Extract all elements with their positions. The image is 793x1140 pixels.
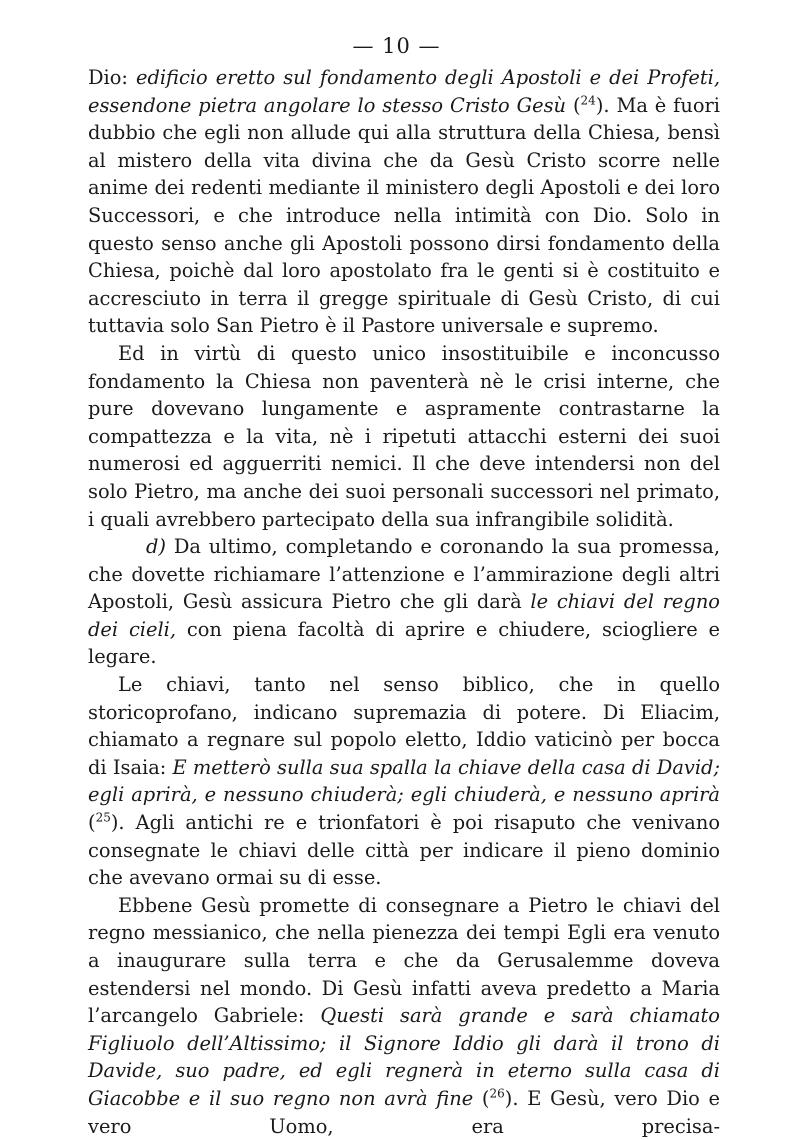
text-run: ( (566, 93, 581, 117)
text-run: Le chiavi, tanto nel senso biblico, che in quello storicoprofano, indicano supremazia di potere. Di Eliacim, chiamato a regnare sul popolo eletto, Iddio vaticinò per bocca di Isaia: (88, 673, 720, 779)
italic-text: Questi sarà grande e sarà chiamato Figliuolo dell’Altissimo; il Signore Iddio gli darà il trono di Davide, suo padre, ed egli regnerà in eterno sulla casa di Giacobbe e il suo regno non avrà fine (88, 1004, 720, 1110)
footnote-ref: 26 (489, 1086, 505, 1101)
italic-text: d) (146, 535, 166, 559)
paragraph (88, 340, 720, 533)
text-run: con piena facoltà di aprire e chiudere, sciogliere e legare. (88, 617, 720, 669)
text-run: Dio: (88, 66, 136, 89)
paragraph (88, 533, 720, 671)
text-run: Da ultimo, completando e coronando la sua promessa, che dovette richiamare l’attenzione e l’ammirazione degli altri Apostoli, Gesù assicura Pietro che gli darà (88, 535, 720, 614)
paragraph (88, 64, 720, 340)
italic-text: edificio eretto sul fondamento degli Apostoli e dei Profeti, essendone pietra angolare lo stesso Cristo Gesù (88, 66, 720, 117)
text-run: ( (473, 1086, 490, 1110)
footnote-ref: 24 (580, 93, 596, 108)
text-run: ). Ma è fuori dubbio che egli non allude qui alla struttura della Chiesa, bensì al mistero della vita divina che da Gesù Cristo scorre nelle anime dei redenti mediante il ministero degli Apostoli e dei loro Successori, e che introduce nella intimità con Dio. Solo in questo senso anche gli Apostoli possono dirsi fondamento della Chiesa, poichè dal loro apostolato fra le genti si è costituito e accresciuto in terra il gregge spirituale di Gesù Cristo, di cui tuttavia solo San Pietro è il Pastore universale e supremo. (88, 93, 720, 338)
text-run: ). E Gesù, vero Dio e vero Uomo, era precisa- (88, 1086, 721, 1138)
italic-text: E metterò sulla sua spalla la chiave della casa di David; egli aprirà, e nessuno chiuderà; egli chiuderà, e nessuno aprirà (88, 755, 720, 807)
body-text (88, 64, 720, 1140)
text-run: Ebbene Gesù promette di consegnare a Pietro le chiavi del regno messianico, che nella pienezza dei tempi Egli era venuto a inaugurare sulla terra e che da Gerusalemme doveva estendersi nel mondo. Di Gesù infatti aveva predetto a Maria l’arcangelo Gabriele: (88, 893, 720, 1028)
text-run: Ed in virtù di questo unico insostituibile e inconcusso fondamento la Chiesa non paventerà nè le crisi interne, che pure dovevano lungamente e aspramente contrastarne la compattezza e la vita, nè i ripetuti attacchi esterni dei suoi numerosi ed agguerriti nemici. Il che deve intendersi non del solo Pietro, ma anche dei suoi personali successori nel primato, i quali avrebbero partecipato della sua infrangibile solidità. (88, 341, 720, 531)
footnote-ref: 25 (95, 810, 111, 825)
italic-text: le chiavi del regno dei cieli, (88, 590, 720, 641)
text-run: ). Agli antichi re e trionfatori è poi risaputo che venivano consegnate le chiavi delle città per indicare il pieno dominio che avevano ormai su di esse. (88, 811, 720, 890)
text-run: ( (88, 811, 96, 835)
page-number: — 10 — (352, 34, 441, 58)
paragraph (88, 671, 720, 892)
paragraph (88, 892, 720, 1140)
